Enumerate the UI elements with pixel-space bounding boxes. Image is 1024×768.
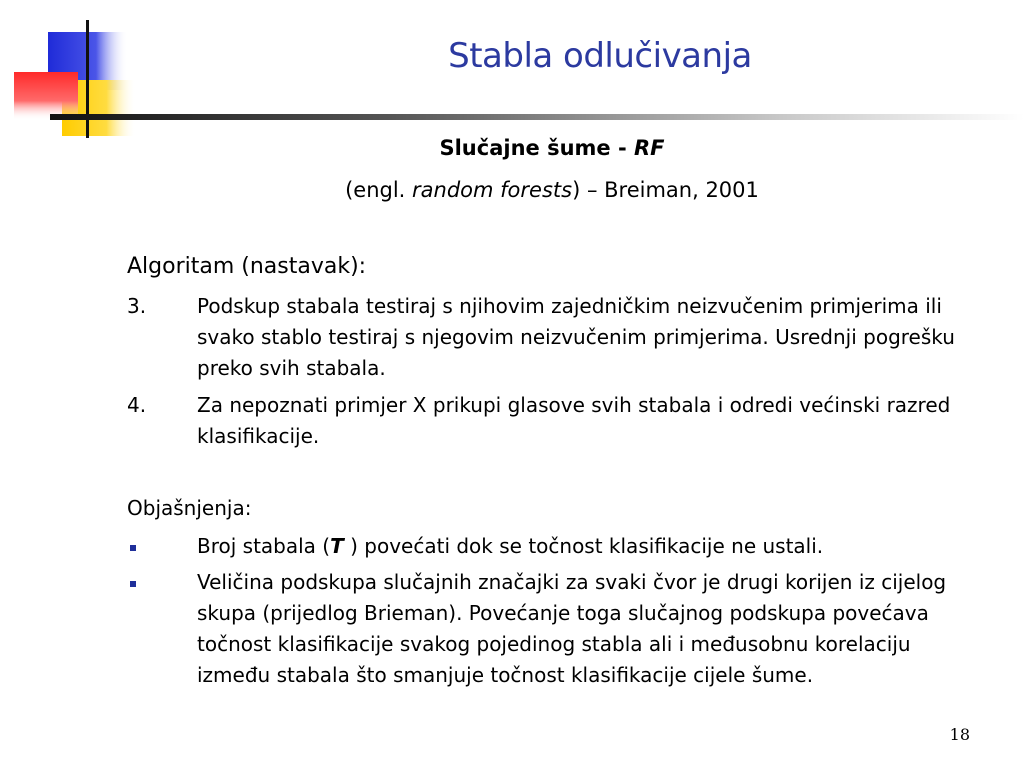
bullet-text: Veličina podskupa slučajnih značajki za svaki čvor je drugi korijen iz cijelog skupa (prijedlog Brieman). Povećanje toga slučajnog podskupa povećava točnost klasifikacije svakog pojedinog stabla ali i međusobnu korelaciju između stabala što smanjuje točnost klasifikacije cijele šume. — [197, 570, 947, 687]
bullet-text — [197, 531, 987, 562]
step-text: Podskup stabala testiraj s njihovim zajedničkim neizvučenim primjerima ili svako stablo testiraj s njegovim neizvučenim primjerima. Usrednji pogrešku preko svih stabala. — [197, 294, 955, 380]
square-bullet-icon — [130, 545, 136, 551]
title-divider-line — [50, 114, 1024, 120]
explanations-heading: Objašnjenja: — [127, 496, 252, 520]
decorative-squares-logo — [0, 0, 140, 145]
subtitle-abbreviation: RF — [634, 136, 665, 160]
page-number: 18 — [949, 725, 970, 744]
subtitle-main: Slučajne šume - — [439, 136, 634, 160]
subtitle-line-1 — [0, 136, 1024, 160]
algorithm-step — [127, 291, 987, 384]
trees-count-symbol: T — [330, 534, 344, 558]
subtitle-english-term: random forests — [412, 178, 573, 202]
logo-red-square — [14, 72, 78, 120]
step-number: 4. — [127, 393, 147, 417]
logo-vertical-line — [86, 20, 89, 138]
bullet-text-before: Broj stabala ( — [197, 534, 331, 558]
algorithm-step — [127, 390, 987, 452]
step-text: Za nepoznati primjer X prikupi glasove svih stabala i odredi većinski razred klasifikacije. — [197, 393, 951, 448]
subtitle-citation: ) – Breiman, 2001 — [572, 178, 759, 202]
slide-title: Stabla odlučivanja — [448, 36, 752, 76]
algorithm-heading: Algoritam (nastavak): — [127, 254, 367, 279]
explanation-bullet — [127, 567, 987, 691]
subtitle-engl-prefix: (engl. — [345, 178, 413, 202]
explanation-bullet — [127, 531, 987, 562]
square-bullet-icon — [130, 581, 136, 587]
subtitle-line-2 — [0, 178, 1024, 202]
step-number: 3. — [127, 294, 147, 318]
bullet-text-after: ) povećati dok se točnost klasifikacije ne ustali. — [343, 534, 824, 558]
